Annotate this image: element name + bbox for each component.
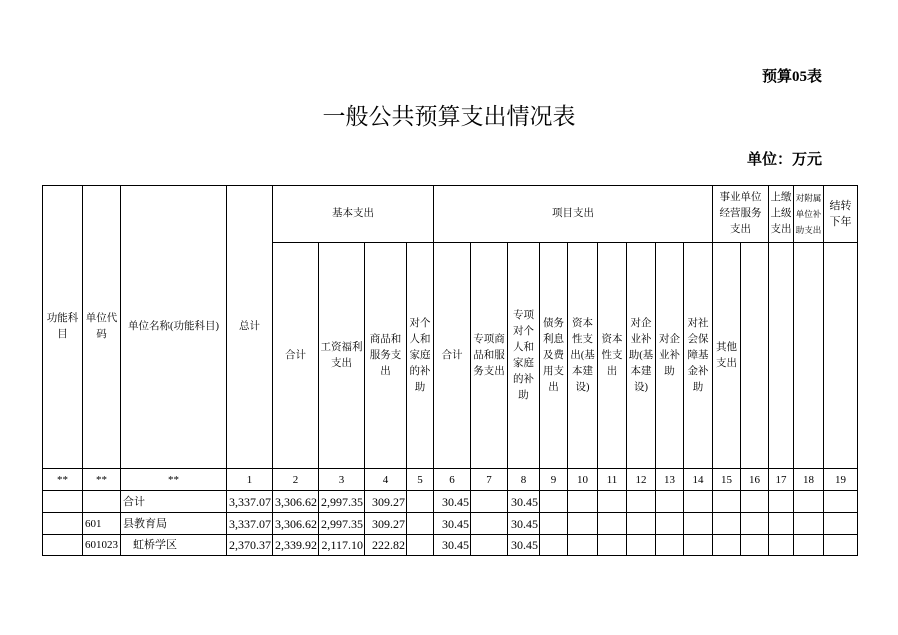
group-header-project: 项目支出: [434, 186, 713, 243]
col-header-unit-code: 单位代码: [83, 186, 121, 469]
cell-basic-salary: 2,997.35: [319, 491, 365, 513]
cell-func-subject: [43, 535, 83, 556]
cell-project-capital: [598, 491, 627, 513]
cell-affiliated-subsidy: [794, 491, 824, 513]
cell-project-total: 30.45: [434, 491, 471, 513]
col-header-carryover: 结转下年: [824, 186, 858, 243]
cell-carryover: [824, 535, 858, 556]
cell-project-enterprise: [656, 513, 684, 535]
unit-label: 单位：万元: [746, 152, 822, 168]
col-header-project-total: 合计: [434, 243, 471, 469]
col-header-func-subject: 功能科目: [43, 186, 83, 469]
col-header-project-debt-interest: 债务利息及费用支出: [540, 243, 568, 469]
cell-project-capital: [598, 513, 627, 535]
index-cell: 19: [824, 469, 858, 491]
cell-project-enterprise-construction: [627, 535, 656, 556]
cell-project-special-goods: [471, 535, 508, 556]
cell-unit-code: [83, 491, 121, 513]
index-cell: 18: [794, 469, 824, 491]
cell-upper-payment: [769, 491, 794, 513]
col-header-project-special-personal: 专项对个人和家庭的补助: [508, 243, 540, 469]
data-row-grand-total: [43, 491, 858, 513]
empty-header-cell: [824, 243, 858, 469]
cell-affiliated-subsidy: [794, 535, 824, 556]
index-cell: 1: [227, 469, 273, 491]
index-cell: 13: [656, 469, 684, 491]
cell-business-service: [741, 535, 769, 556]
group-header-basic: 基本支出: [273, 186, 434, 243]
col-header-project-capital: 资本性支出: [598, 243, 627, 469]
index-cell: 6: [434, 469, 471, 491]
header-row-1: [43, 186, 858, 243]
index-cell: 2: [273, 469, 319, 491]
col-header-basic-total: 合计: [273, 243, 319, 469]
index-cell: **: [121, 469, 227, 491]
cell-basic-total: 2,339.92: [273, 535, 319, 556]
cell-project-debt-interest: [540, 491, 568, 513]
col-header-upper-payment: 上缴上级支出: [769, 186, 794, 243]
index-cell: 8: [508, 469, 540, 491]
cell-project-special-goods: [471, 491, 508, 513]
cell-basic-total: 3,306.62: [273, 491, 319, 513]
index-row: [43, 469, 858, 491]
cell-carryover: [824, 491, 858, 513]
index-cell: 3: [319, 469, 365, 491]
cell-basic-personal-family: [407, 535, 434, 556]
col-header-project-enterprise-construction: 对企业补助(基本建设): [627, 243, 656, 469]
col-header-project-social-security: 对社会保障基金补助: [684, 243, 713, 469]
index-cell: 9: [540, 469, 568, 491]
cell-project-special-goods: [471, 513, 508, 535]
col-header-business-service: 事业单位经营服务支出: [713, 186, 769, 243]
index-cell: 7: [471, 469, 508, 491]
cell-other: [713, 491, 741, 513]
cell-business-service: [741, 491, 769, 513]
data-row-school-district: [43, 535, 858, 556]
cell-basic-salary: 2,117.10: [319, 535, 365, 556]
budget-table: [42, 185, 858, 556]
cell-total: 2,370.37: [227, 535, 273, 556]
cell-upper-payment: [769, 513, 794, 535]
empty-header-cell: [769, 243, 794, 469]
cell-unit-name: 虹桥学区: [121, 535, 227, 556]
col-header-project-enterprise: 对企业补助: [656, 243, 684, 469]
cell-basic-goods-services: 309.27: [365, 513, 407, 535]
cell-basic-personal-family: [407, 491, 434, 513]
cell-project-capital-construction: [568, 513, 598, 535]
cell-project-capital-construction: [568, 535, 598, 556]
index-cell: 15: [713, 469, 741, 491]
index-cell: **: [83, 469, 121, 491]
empty-header-cell: [794, 243, 824, 469]
col-header-basic-goods-services: 商品和服务支出: [365, 243, 407, 469]
cell-total: 3,337.07: [227, 513, 273, 535]
cell-project-total: 30.45: [434, 513, 471, 535]
cell-project-special-personal: 30.45: [508, 491, 540, 513]
cell-project-special-personal: 30.45: [508, 535, 540, 556]
table-body: [43, 186, 858, 556]
index-cell: 16: [741, 469, 769, 491]
cell-carryover: [824, 513, 858, 535]
cell-project-enterprise-construction: [627, 491, 656, 513]
index-cell: 5: [407, 469, 434, 491]
cell-project-special-personal: 30.45: [508, 513, 540, 535]
cell-basic-goods-services: 309.27: [365, 491, 407, 513]
index-cell: 17: [769, 469, 794, 491]
cell-project-debt-interest: [540, 535, 568, 556]
col-header-project-capital-construction: 资本性支出(基本建设): [568, 243, 598, 469]
cell-basic-total: 3,306.62: [273, 513, 319, 535]
cell-basic-salary: 2,997.35: [319, 513, 365, 535]
cell-basic-personal-family: [407, 513, 434, 535]
col-header-basic-salary: 工资福利支出: [319, 243, 365, 469]
cell-business-service: [741, 513, 769, 535]
cell-project-enterprise-construction: [627, 513, 656, 535]
index-cell: 4: [365, 469, 407, 491]
page-title: 一般公共预算支出情况表: [322, 104, 576, 129]
cell-basic-goods-services: 222.82: [365, 535, 407, 556]
col-header-affiliated-subsidy: 对附属单位补助支出: [794, 186, 824, 243]
cell-project-social-security: [684, 491, 713, 513]
index-cell: 10: [568, 469, 598, 491]
col-header-project-special-goods: 专项商品和服务支出: [471, 243, 508, 469]
cell-other: [713, 535, 741, 556]
empty-header-cell: [741, 243, 769, 469]
col-header-total: 总计: [227, 186, 273, 469]
cell-unit-name: 合计: [121, 491, 227, 513]
col-header-unit-name: 单位名称(功能科目): [121, 186, 227, 469]
cell-func-subject: [43, 491, 83, 513]
cell-unit-code: 601023: [83, 535, 121, 556]
cell-project-total: 30.45: [434, 535, 471, 556]
cell-unit-code: 601: [83, 513, 121, 535]
cell-project-social-security: [684, 535, 713, 556]
cell-func-subject: [43, 513, 83, 535]
cell-project-capital: [598, 535, 627, 556]
cell-project-debt-interest: [540, 513, 568, 535]
col-header-other: 其他支出: [713, 243, 741, 469]
cell-affiliated-subsidy: [794, 513, 824, 535]
form-number: 预算05表: [761, 69, 822, 85]
data-row-bureau: [43, 513, 858, 535]
cell-project-social-security: [684, 513, 713, 535]
cell-project-enterprise: [656, 535, 684, 556]
index-cell: **: [43, 469, 83, 491]
index-cell: 14: [684, 469, 713, 491]
index-cell: 11: [598, 469, 627, 491]
cell-total: 3,337.07: [227, 491, 273, 513]
index-cell: 12: [627, 469, 656, 491]
col-header-basic-personal-family: 对个人和家庭的补助: [407, 243, 434, 469]
cell-upper-payment: [769, 535, 794, 556]
cell-project-enterprise: [656, 491, 684, 513]
cell-project-capital-construction: [568, 491, 598, 513]
cell-other: [713, 513, 741, 535]
cell-unit-name: 县教育局: [121, 513, 227, 535]
